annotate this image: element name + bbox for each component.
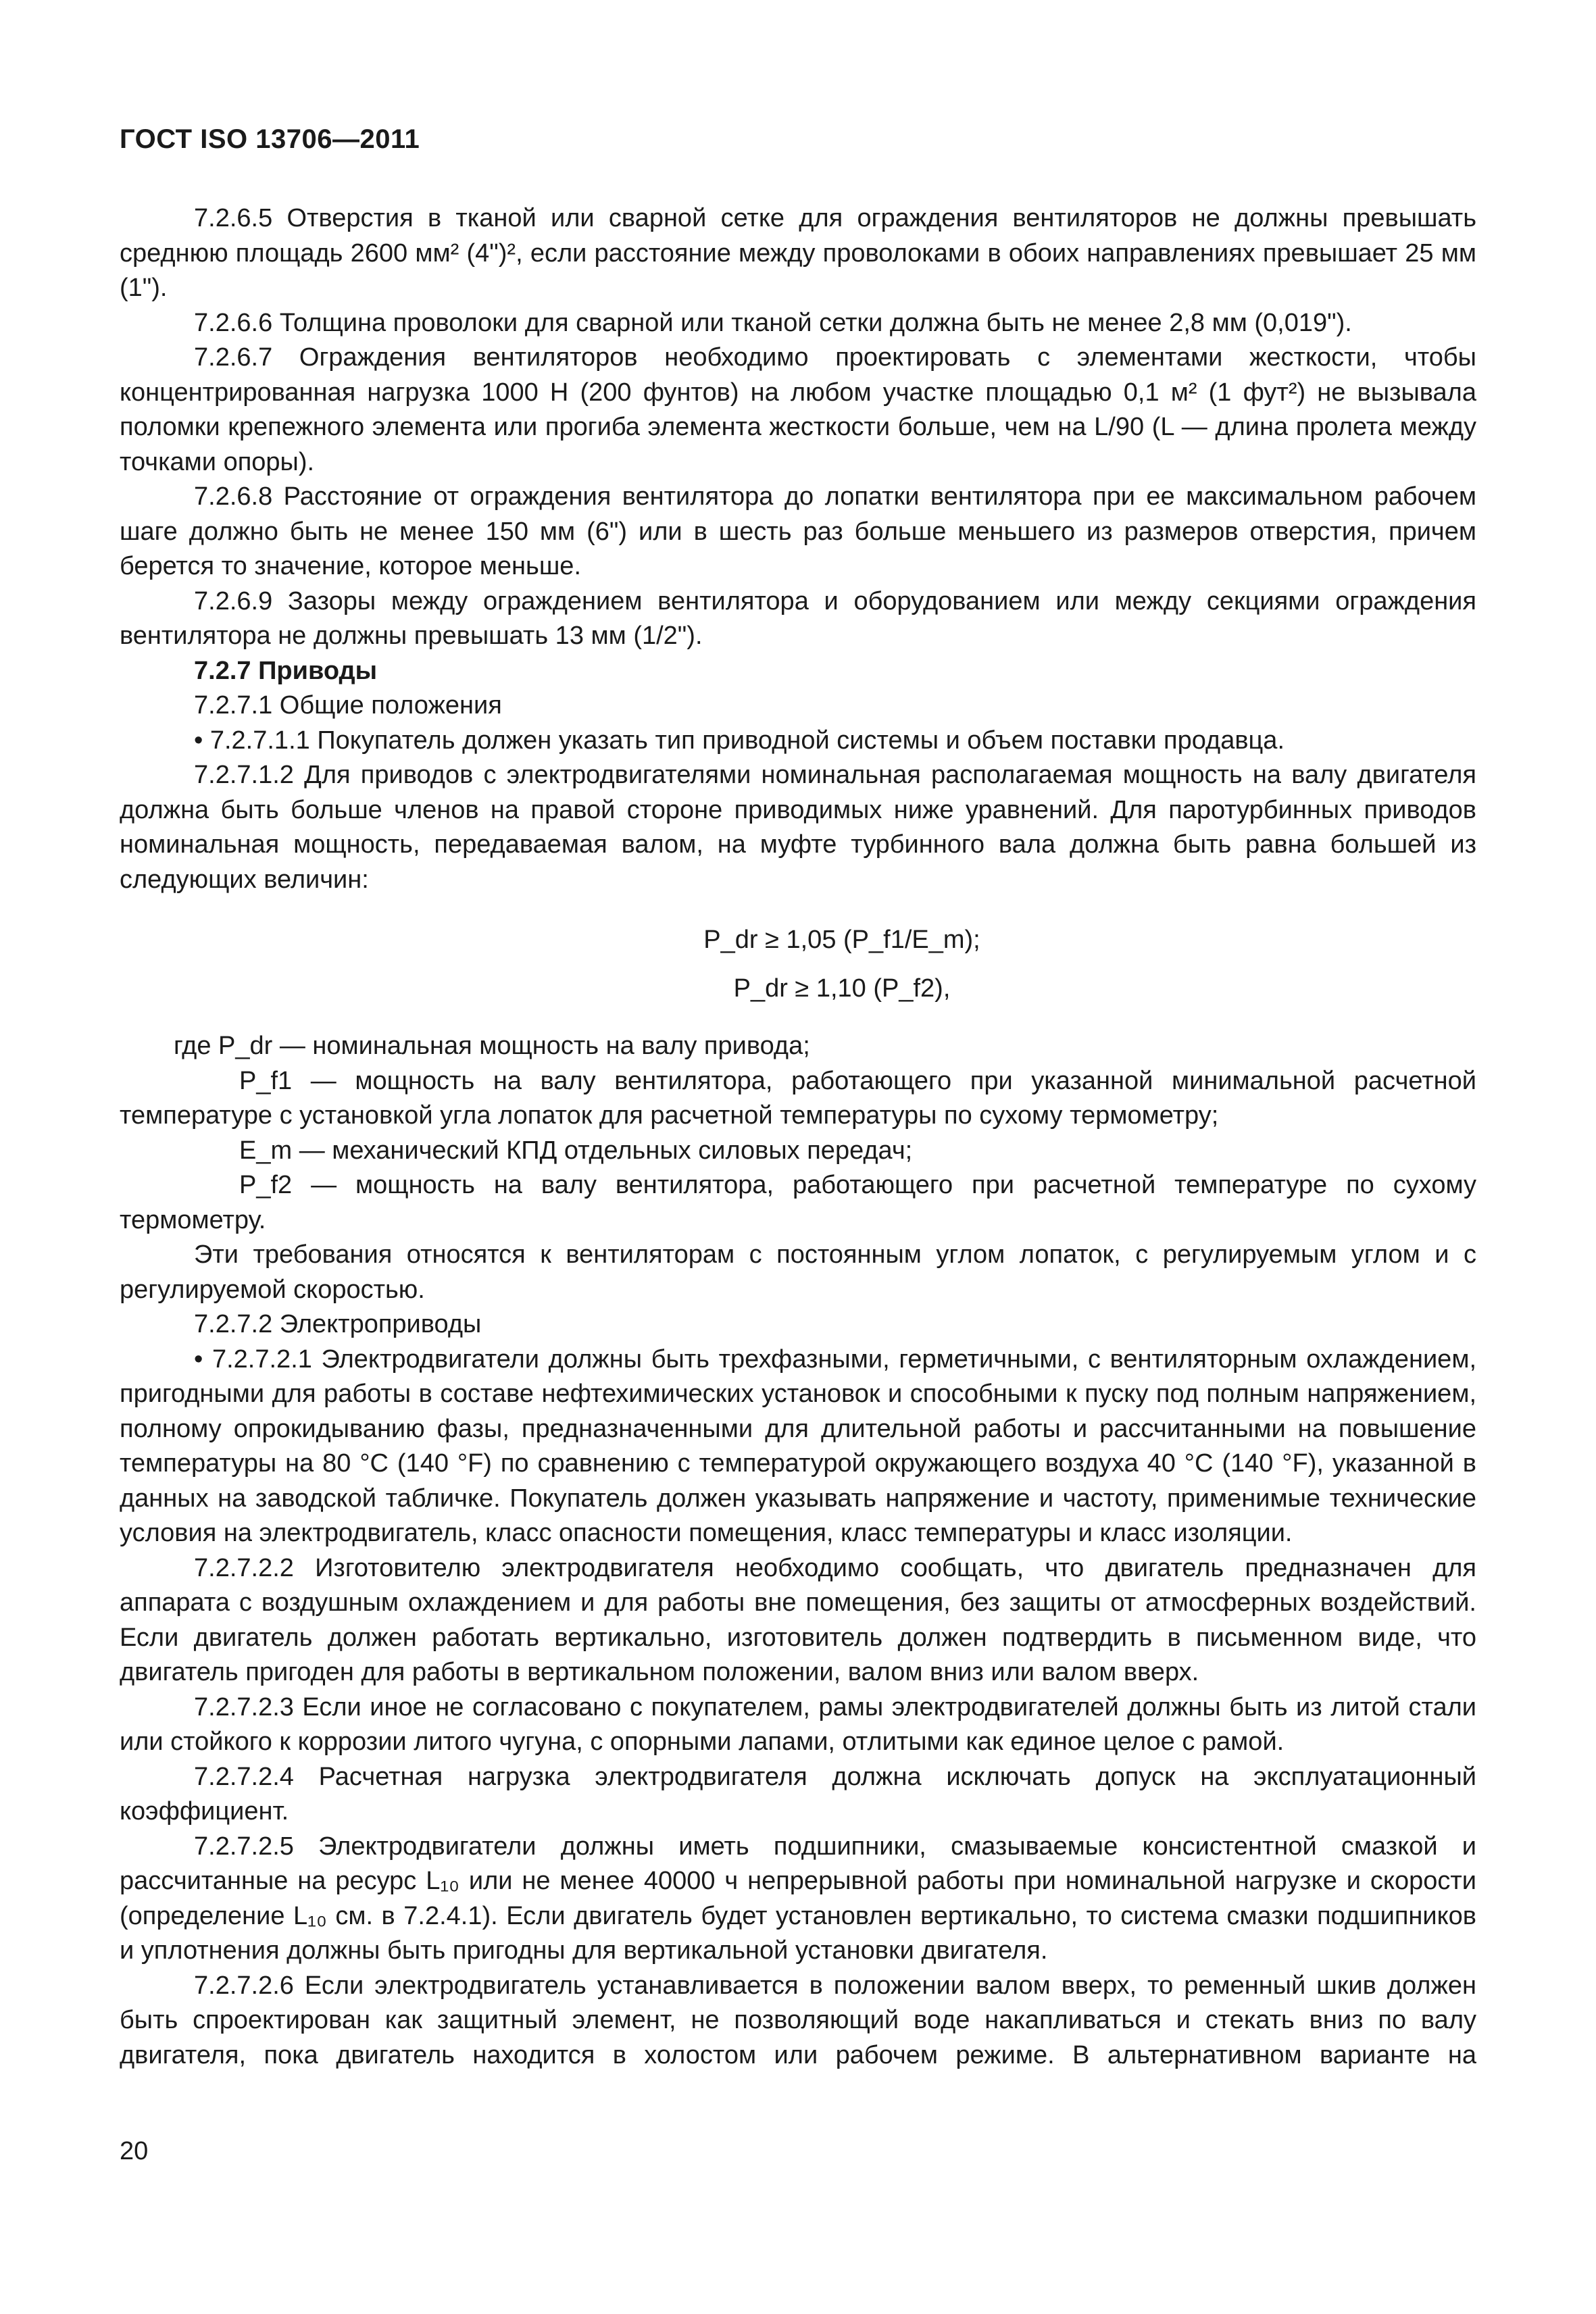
paragraph-7-2-7-1: 7.2.7.1 Общие положения — [194, 691, 502, 720]
paragraph-7-2-6-7: 7.2.6.7 Ограждения вентиляторов необходимо проектировать с элементами жесткости, чтобы концентрированная нагрузка 1000 Н (200 фунтов) на любом участке площадью 0,1 м² (1 фут²) не вызывала поломки крепежного элемента или прогиба элемента жесткости больше, чем на L/90 (L — длина пролета между точками опоры). — [120, 343, 1476, 476]
paragraph-7-2-7-2-4: 7.2.7.2.4 Расчетная нагрузка электродвигателя должна исключать допуск на эксплуатационный коэффициент. — [120, 1762, 1476, 1826]
paragraph-7-2-7-1-2: 7.2.7.1.2 Для приводов с электродвигателями номинальная располагаемая мощность на валу двигателя должна быть больше членов на правой стороне приводимых ниже уравнений. Для паротурбинных приводов номинальная мощность, передаваемая валом, на муфте турбинного вала должна быть равна большей из следующих величин: — [120, 761, 1476, 894]
paragraph-7-2-7-2: 7.2.7.2 Электроприводы — [194, 1310, 482, 1338]
equation-1: P_dr ≥ 1,05 (P_f1/E_m); — [703, 926, 980, 954]
paragraph-7-2-6-8: 7.2.6.8 Расстояние от ограждения вентилятора до лопатки вентилятора при ее максимальном рабочем шаге должно быть не менее 150 мм (6") или в шесть раз больше меньшего из размеров отверстия, причем берется то значение, которое меньше. — [120, 482, 1476, 580]
paragraph-7-2-6-5: 7.2.6.5 Отверстия в тканой или сварной сетке для ограждения вентиляторов не должны превышать среднюю площадь 2600 мм² (4")², если расстояние между проволоками в обоих направлениях превышает 25 мм (1"). — [120, 204, 1476, 302]
document-body — [120, 201, 1476, 2073]
paragraph-7-2-6-9: 7.2.6.9 Зазоры между ограждением вентилятора и оборудованием или между секциями ограждения вентилятора не должны превышать 13 мм (1/2"). — [120, 586, 1476, 650]
paragraph-7-2-7-2-3: 7.2.7.2.3 Если иное не согласовано с покупателем, рамы электродвигателей должны быть из литой стали или стойкого к коррозии литого чугуна, с опорными лапами, отлитыми как единое целое с рамой. — [120, 1692, 1476, 1756]
definition-pf2: P_f2 — мощность на валу вентилятора, работающего при расчетной температуре по сухому термометру. — [120, 1171, 1476, 1234]
paragraph-requirements: Эти требования относятся к вентиляторам с постоянным углом лопаток, с регулируемым углом и с регулируемой скоростью. — [120, 1240, 1476, 1304]
section-heading-7-2-7: 7.2.7 Приводы — [194, 656, 378, 685]
paragraph-7-2-7-1-1: • 7.2.7.1.1 Покупатель должен указать тип приводной системы и объем поставки продавца. — [194, 726, 1285, 755]
definition-pdr: где P_dr — номинальная мощность на валу привода; — [174, 1032, 810, 1060]
paragraph-7-2-7-2-5: 7.2.7.2.5 Электродвигатели должны иметь подшипники, смазываемые консистентной смазкой и рассчитанные на ресурс L₁₀ или не менее 40000 ч непрерывной работы при номинальной нагрузке и скорости (определение L₁₀ см. в 7.2.4.1). Если двигатель будет установлен вертикально, то система смазки подшипников и уплотнения должны быть пригодны для вертикальной установки двигателя. — [120, 1832, 1476, 1965]
definition-em: E_m — механический КПД отдельных силовых передач; — [239, 1136, 913, 1165]
equation-2: P_dr ≥ 1,10 (P_f2), — [733, 974, 951, 1003]
paragraph-7-2-7-2-6: 7.2.7.2.6 Если электродвигатель устанавливается в положении валом вверх, то ременный шкив должен быть спроектирован как защитный элемент, не позволяющий воде накапливаться и стекать вниз по валу двигателя, пока двигатель находится в холостом или рабочем режиме. В альтернативном варианте на — [120, 1971, 1476, 2069]
definition-pf1: P_f1 — мощность на валу вентилятора, работающего при указанной минимальной расчетной температуре с установкой угла лопаток для расчетной температуры по сухому термометру; — [120, 1066, 1476, 1130]
page-number: 20 — [120, 2137, 149, 2165]
paragraph-7-2-7-2-2: 7.2.7.2.2 Изготовителю электродвигателя необходимо сообщать, что двигатель предназначен для аппарата с воздушным охлаждением и для работы вне помещения, без защиты от атмосферных воздействий. Если двигатель должен работать вертикально, изготовитель должен подтвердить в письменном виде, что двигатель пригоден для работы в вертикальном положении, валом вниз или валом вверх. — [120, 1553, 1476, 1686]
paragraph-7-2-7-2-1: • 7.2.7.2.1 Электродвигатели должны быть трехфазными, герметичными, с вентиляторным охлаждением, пригодными для работы в составе нефтехимических установок и способными к пуску под полным напряжением, полному опрокидыванию фазы, предназначенными для длительной работы и рассчитанными на повышение температуры на 80 °С (140 °F) по сравнению с температурой окружающего воздуха 40 °С (140 °F), указанной в данных на заводской табличке. Покупатель должен указывать напряжение и частоту, применимые технические условия на электродвигатель, класс опасности помещения, класс температуры и класс изоляции. — [120, 1344, 1476, 1547]
paragraph-7-2-6-6: 7.2.6.6 Толщина проволоки для сварной или тканой сетки должна быть не менее 2,8 мм (0,019"). — [194, 308, 1352, 337]
document-header: ГОСТ ISO 13706—2011 — [120, 124, 420, 154]
